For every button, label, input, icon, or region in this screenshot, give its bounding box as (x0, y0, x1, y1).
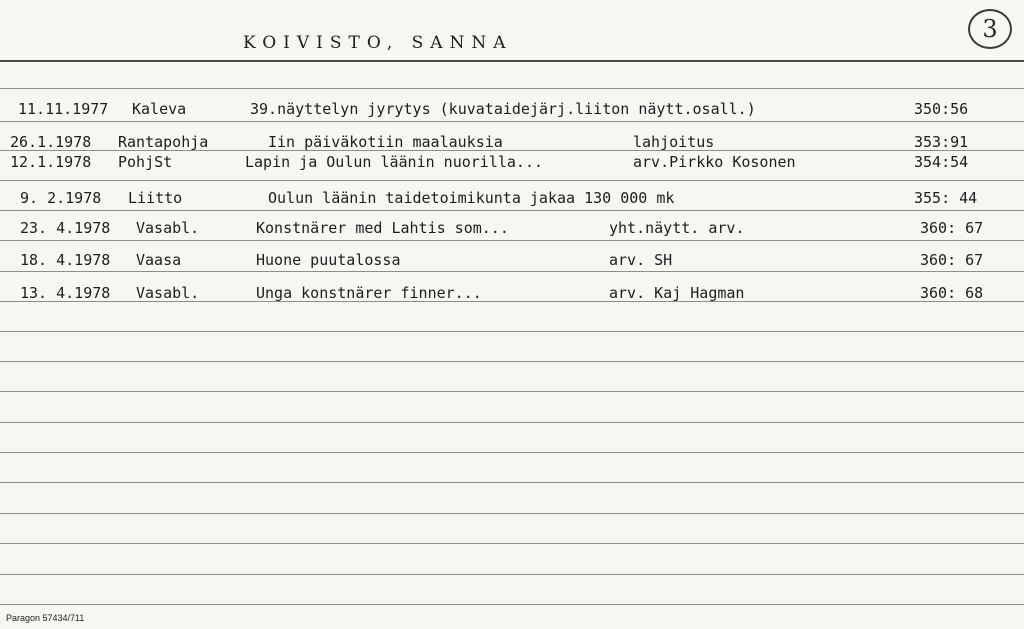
rule-line (0, 604, 1024, 605)
entry-date: 23. 4.1978 (20, 219, 111, 237)
rule-line (0, 422, 1024, 423)
rule-line (0, 361, 1024, 362)
rule-line (0, 452, 1024, 453)
rule-line (0, 543, 1024, 544)
entry-date: 9. 2.1978 (20, 189, 102, 207)
entry-ref: 360: 67 (920, 251, 984, 269)
entry-date: 26.1.1978 (10, 133, 92, 151)
header-rule (0, 60, 1024, 62)
entry-source: Rantapohja (118, 133, 209, 151)
card-number-badge: 3 (968, 9, 1012, 49)
entry-note: arv. Kaj Hagman (609, 284, 745, 302)
entry-date: 18. 4.1978 (20, 251, 111, 269)
entry-ref: 350:56 (914, 100, 969, 118)
entry-description: Oulun läänin taidetoimikunta jakaa 130 000 mk (268, 189, 675, 207)
entry-note: yht.näytt. arv. (609, 219, 745, 237)
rule-line (0, 574, 1024, 575)
rule-line (0, 513, 1024, 514)
entry-note: lahjoitus (633, 133, 715, 151)
entry-ref: 354:54 (914, 153, 969, 171)
entry-description: Iin päiväkotiin maalauksia (268, 133, 503, 151)
entry-note: arv. SH (609, 251, 673, 269)
entry-source: Liitto (128, 189, 183, 207)
entry-source: Vaasa (136, 251, 182, 269)
rule-line (0, 180, 1024, 181)
entry-note: arv.Pirkko Kosonen (633, 153, 796, 171)
entry-ref: 360: 67 (920, 219, 984, 237)
entry-date: 12.1.1978 (10, 153, 92, 171)
rule-line (0, 210, 1024, 211)
rule-line (0, 482, 1024, 483)
entry-description: Huone puutalossa (256, 251, 401, 269)
card-title: KOIVISTO, SANNA (243, 33, 513, 53)
rule-line (0, 271, 1024, 272)
entry-date: 11.11.1977 (18, 100, 109, 118)
rule-line (0, 88, 1024, 89)
rule-line (0, 331, 1024, 332)
entry-description: Unga konstnärer finner... (256, 284, 482, 302)
rule-line (0, 121, 1024, 122)
entry-description: Konstnärer med Lahtis som... (256, 219, 509, 237)
entry-ref: 353:91 (914, 133, 969, 151)
entry-description: Lapin ja Oulun läänin nuorilla... (245, 153, 544, 171)
entry-source: Vasabl. (136, 284, 200, 302)
entry-source: PohjSt (118, 153, 173, 171)
entry-description: 39.näyttelyn jyrytys (kuvataidejärj.liiton näytt.osall.) (250, 100, 756, 118)
rule-line (0, 391, 1024, 392)
rule-line (0, 240, 1024, 241)
printer-imprint: Paragon 57434/711 (6, 613, 85, 623)
entry-ref: 355: 44 (914, 189, 978, 207)
entry-source: Kaleva (132, 100, 187, 118)
entry-date: 13. 4.1978 (20, 284, 111, 302)
entry-source: Vasabl. (136, 219, 200, 237)
entry-ref: 360: 68 (920, 284, 984, 302)
